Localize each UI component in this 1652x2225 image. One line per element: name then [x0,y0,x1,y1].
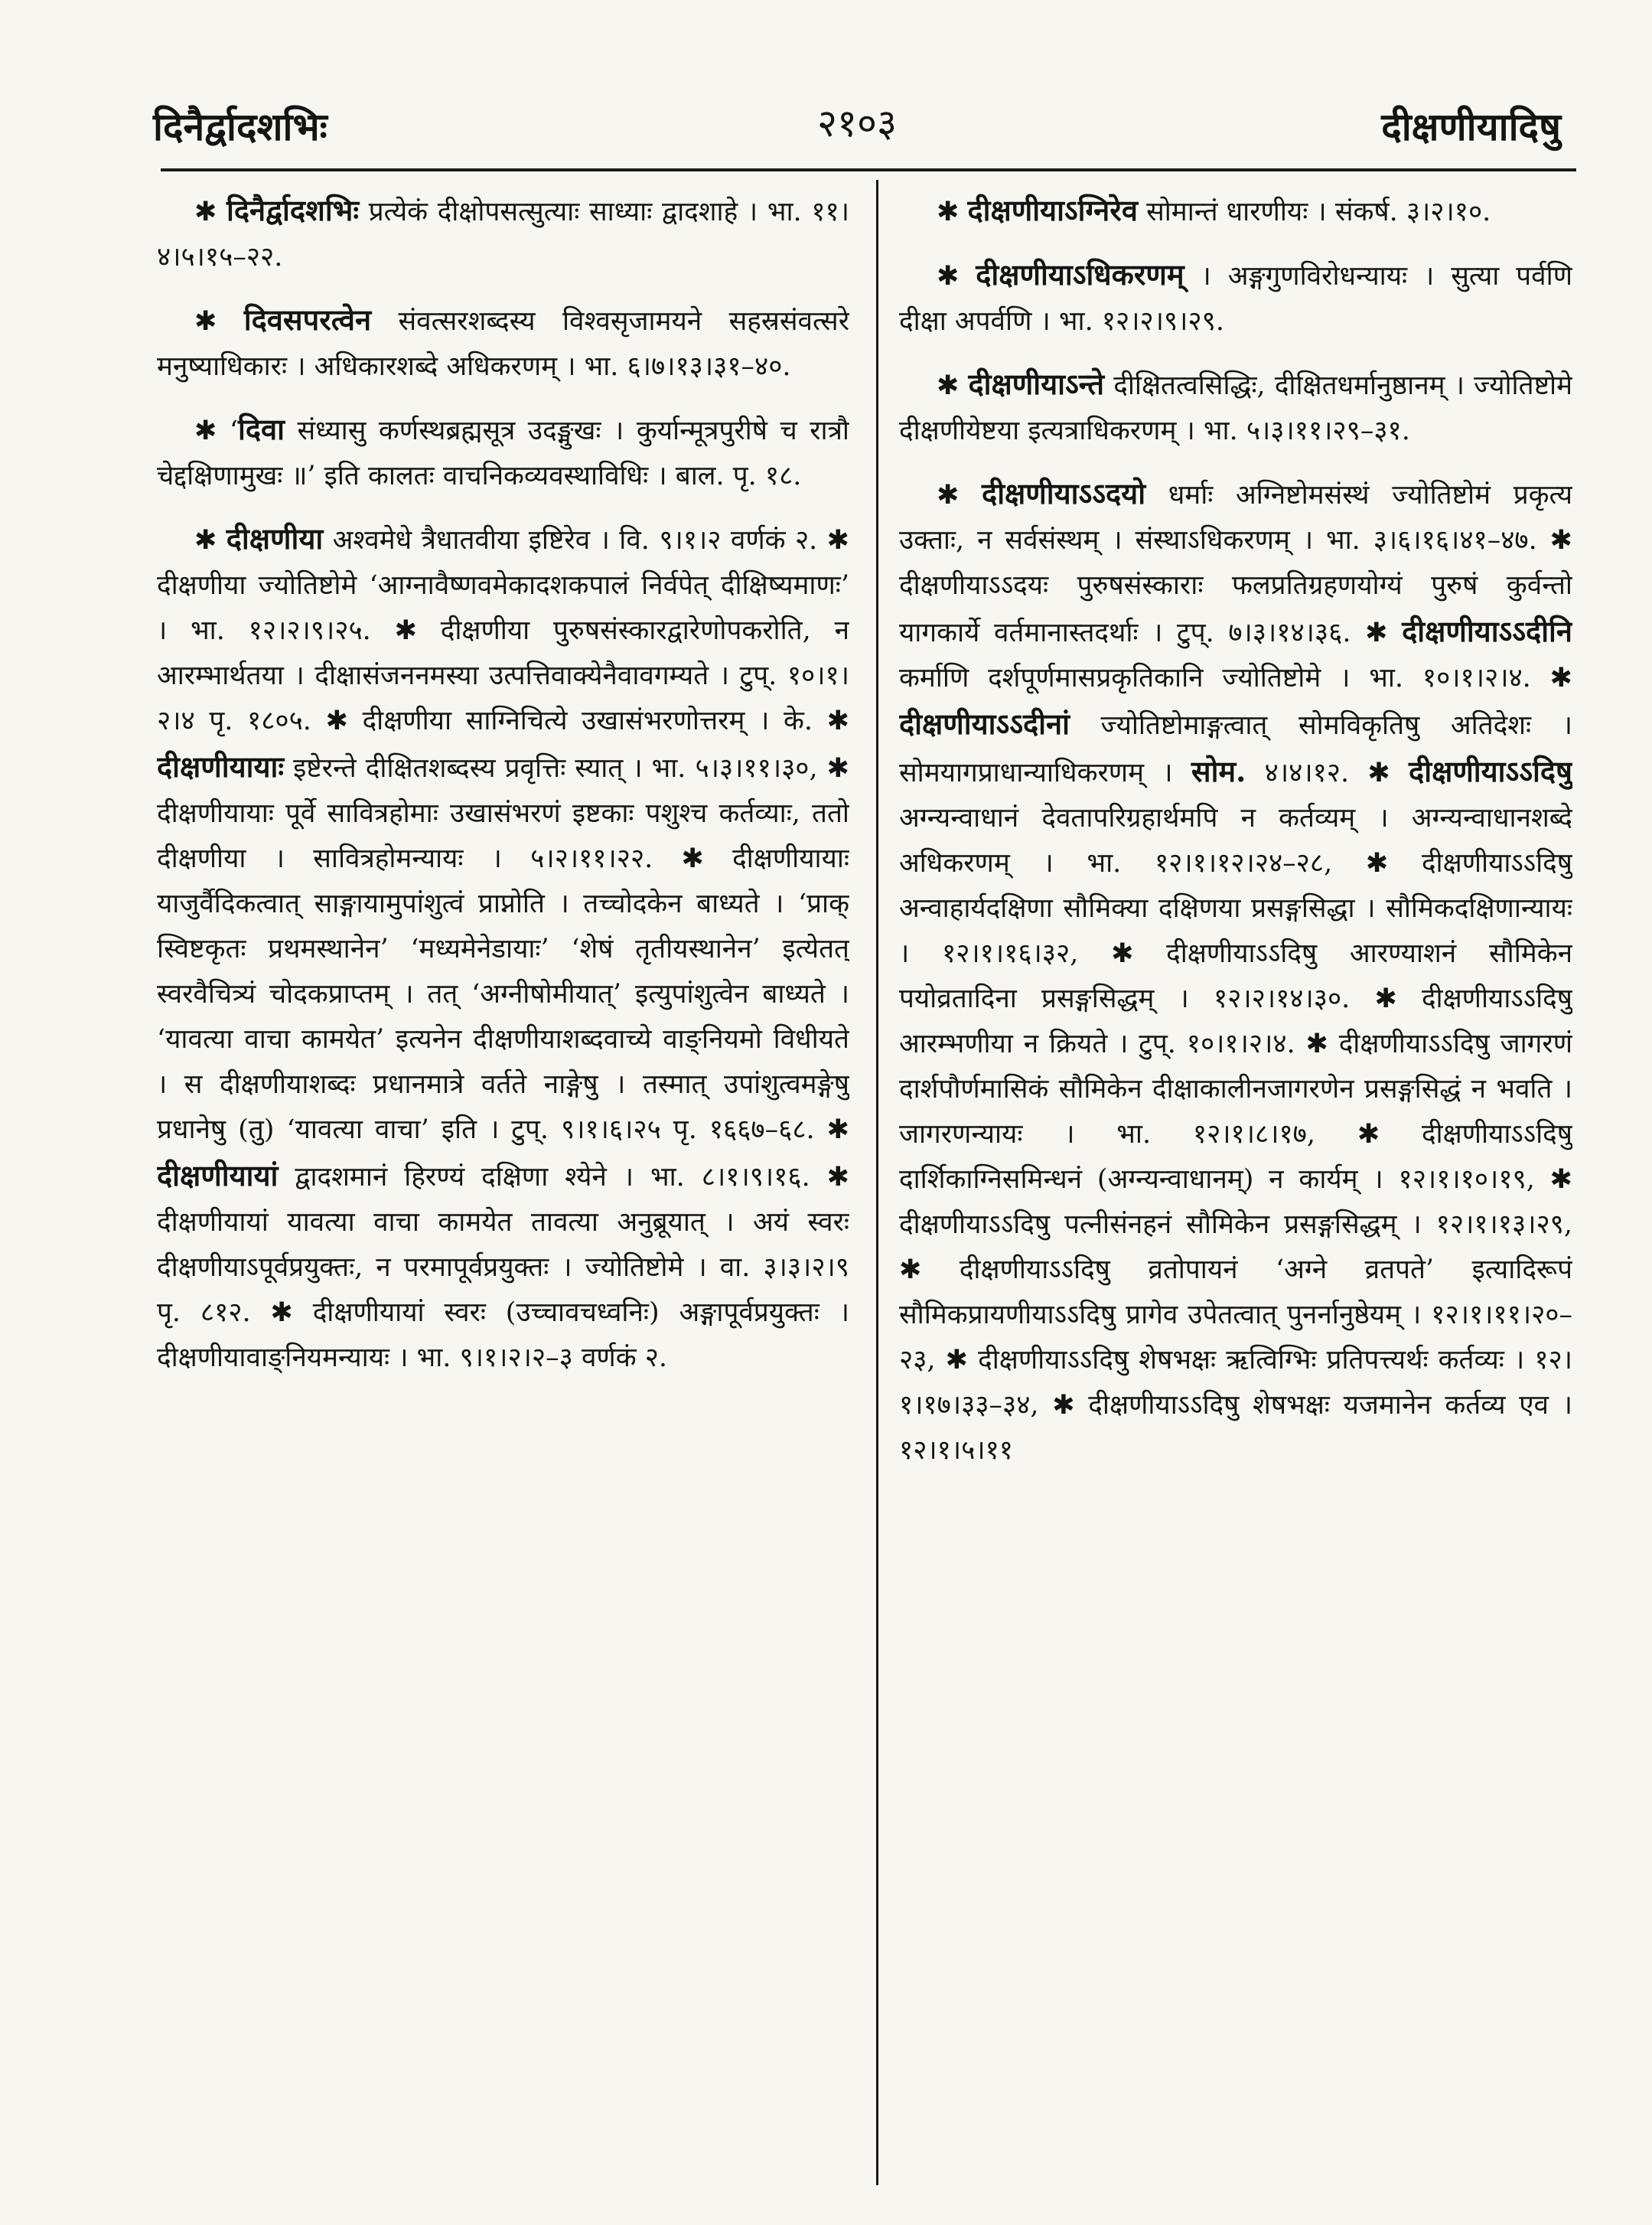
entry-text: संध्यासु कर्णस्थब्रह्मसूत्र उदङ्मुखः । कुर्यान्मूत्रपुरीषे च रात्रौ चेद्दक्षिणामुखः ॥’ इति कालतः वाचनिकव्यवस्थाविधिः । बाल. पृ. १८. [157,416,849,491]
headword: दीक्षणीयायाः [157,749,285,784]
dictionary-entry [157,297,849,390]
headword: दीक्षणीयाऽन्ते [968,367,1105,401]
dictionary-entry [899,252,1572,344]
headword: सोम. [1191,754,1246,788]
headword: दीक्षणीयाऽऽदीनां [899,706,1070,741]
headword: दिनैर्द्वादशभिः [226,193,360,227]
entry-text: ✱ [937,197,968,227]
entry-text: ✱ [194,525,226,556]
column-divider [876,180,878,2185]
entry-text: कर्माणि दर्शपूर्णमासप्रकृतिकानि ज्योतिष्टोमे । भा. १०।१।२।४. ✱ [899,663,1572,693]
entry-text: ✱ [194,197,227,227]
entry-text: इष्टेरन्ते दीक्षितशब्दस्य प्रवृत्तिः स्यात् । भा. ५।३।११।३०, ✱ दीक्षणीयायाः पूर्वे सावित्रहोमाः उखासंभरणं इष्टकाः पशुश्च कर्तव्याः, ततो दीक्षणीया । सावित्रहोमन्यायः । ५।२।११।२२. ✱ दीक्षणीयायाः याजुर्वैदिकत्वात् साङ्गायामुपांशुत्वं प्राप्नोति । तच्चोदकेन बाध्यते । ‘प्राक् स्विष्टकृतः प्रथमस्थानेन’ ‘मध्यमेनेडायाः’ ‘शेषं तृतीयस्थानेन’ इत्येतत् स्वरवैचित्र्यं चोदकप्राप्तम् । तत् ‘अग्नीषोमीयात्’ इत्युपांशुत्वेन बाध्यते । ‘यावत्या वाचा कामयेत’ इत्यनेन दीक्षणीयाशब्दवाच्ये वाङ्नियमो विधीयते । स दीक्षणीयाशब्दः प्रधानमात्रे वर्तते नाङ्गेषु । तस्मात् उपांशुत्वमङ्गेषु प्रधानेषु (तु) ‘यावत्या वाचा’ इति । टुप्. ९।१।६।२५ पृ. १६६७–६८. ✱ [157,753,849,1145]
entry-text: सोमान्तं धारणीयः । संकर्ष. ३।२।१०. [1137,197,1491,227]
headword: दीक्षणीयाऽधिकरणम् [976,257,1184,292]
entry-text: ज्योतिष्टोमाङ्गत्वात् सोमविकृतिषु अतिदेशः । सोमयागप्राधान्याधिकरणम् । [899,710,1572,788]
entry-text: दीक्षितत्वसिद्धिः, दीक्षितधर्मानुष्ठानम् । ज्योतिष्टोमे दीक्षणीयेष्टया इत्यत्राधिकरणम् । भा. ५।३।११।२९–३१. [899,370,1572,446]
headword: दिवा [237,412,285,446]
dictionary-entry [899,188,1572,235]
dictionary-entry [157,188,849,280]
headword: दीक्षणीया [226,521,324,556]
entry-text: द्वादशमानं हिरण्यं दक्षिणा श्येने । भा. ८।१।९।१६. ✱ दीक्षणीयायां यावत्या वाचा कामयेत तावत्या अनुब्रूयात् । अयं स्वरः दीक्षणीयाऽपूर्वप्रयुक्तः, न परमापूर्वप्रयुक्तः । ज्योतिष्टोमे । वा. ३।३।२।९ पृ. ८१२. ✱ दीक्षणीयायां स्वरः (उच्चावचध्वनिः) अङ्गापूर्वप्रयुक्तः । दीक्षणीयावाङ्नियमन्यायः । भा. ९।१।२।२–३ वर्णकं २. [157,1162,849,1373]
headword: दीक्षणीयाऽऽदयो [982,476,1146,511]
entry-text: ✱ ‘ [194,416,238,446]
header-rule [161,168,1576,171]
dictionary-entry [899,471,1572,1473]
dictionary-entry [899,361,1572,454]
entry-text: ✱ [194,306,244,337]
entry-text: ४।४।१२. ✱ [1246,758,1409,788]
page-header [153,77,1561,161]
dictionary-entry [157,516,849,1381]
dictionary-entry [157,406,849,499]
entry-text: प्रत्येकं दीक्षोपसत्सुत्याः साध्याः द्वादशाहे । भा. ११।४।५।१५–२२. [157,197,849,272]
headword: दिवसपरत्वेन [243,302,372,337]
left-column [157,188,849,2193]
running-head-right: दीक्षणीयादिषु [1381,104,1561,149]
headword: दीक्षणीयाऽऽदीनि [1402,614,1572,648]
entry-text: संवत्सरशब्दस्य विश्वसृजामयने सहस्रसंवत्सरे मनुष्याधिकारः । अधिकारशब्दे अधिकरणम् । भा. ६।७।१३।३१–४०. [157,306,849,382]
entry-text: । अङ्गगुणविरोधन्यायः । सुत्या पर्वणि दीक्षा अपर्वणि । भा. १२।२।९।२९. [899,261,1572,337]
running-head-left: दिनैर्द्वादशभिः [153,104,327,149]
entry-text: अग्न्यन्वाधानं देवतापरिग्रहार्थमपि न कर्तव्यम् । अग्न्यन्वाधानशब्दे अधिकरणम् । भा. १२।१।१२।२४–२८, ✱ दीक्षणीयाऽऽदिषु अन्वाहार्यदक्षिणा सौमिक्या दक्षिणया प्रसङ्गसिद्धा । सौमिकदक्षिणान्यायः । १२।१।१६।३२, ✱ दीक्षणीयाऽऽदिषु आरण्याशनं सौमिकेन पयोव्रतादिना प्रसङ्गसिद्धम् । १२।२।१४।३०. ✱ दीक्षणीयाऽऽदिषु आरम्भणीया न क्रियते । टुप्. १०।१।२।४. ✱ दीक्षणीयाऽऽदिषु जागरणं दार्शपौर्णमासिकं सौमिकेन दीक्षाकालीनजागरणेन प्रसङ्गसिद्धं न भवति । जागरणन्यायः । भा. १२।१।८।१७, ✱ दीक्षणीयाऽऽदिषु दार्शिकाग्निसमिन्धनं (अग्न्यन्वाधानम्) न कार्यम् । १२।१।१०।१९, ✱ दीक्षणीयाऽऽदिषु पत्नीसंनहनं सौमिकेन प्रसङ्गसिद्धम् । १२।१।१३।२९, ✱ दीक्षणीयाऽऽदिषु व्रतोपायनं ‘अग्ने व्रतपते’ इत्यादिरूपं सौमिकप्रायणीयाऽऽदिषु प्रागेव उपेतत्वात् पुनर्नानुष्ठेयम् । १२।१।११।२०–२३, ✱ दीक्षणीयाऽऽदिषु शेषभक्षः ऋत्विग्भिः प्रतिपत्त्यर्थः कर्तव्यः । १२।१।१७।३३–३४, ✱ दीक्षणीयाऽऽदिषु शेषभक्षः यजमानेन कर्तव्य एव । १२।१।५।११ [899,803,1572,1466]
headword: दीक्षणीयाऽऽदिषु [1409,754,1572,788]
entry-text: ✱ [937,480,982,511]
page-number: २१०३ [817,101,897,145]
entry-text: ✱ [937,261,976,292]
entry-text: धर्माः अग्निष्टोमसंस्थं ज्योतिष्टोमं प्रकृत्य उक्ताः, न सर्वसंस्थम् । संस्थाऽधिकरणम् । भा. ३।६।१६।४१–४७. ✱ दीक्षणीयाऽऽदयः पुरुषसंस्काराः फलप्रतिग्रहणयोग्यं पुरुषं कुर्वन्तो यागकार्ये वर्तमानास्तदर्थाः । टुप्. ७।३।१४।३६. ✱ [899,480,1572,648]
right-column [899,188,1572,2193]
entry-text: अश्वमेधे त्रैधातवीया इष्टिरेव । वि. ९।१।२ वर्णकं २. ✱ दीक्षणीया ज्योतिष्टोमे ‘आग्नावैष्णवमेकादशकपालं निर्वपेत् दीक्षिष्यमाणः’ । भा. १२।२।९।२५. ✱ दीक्षणीया पुरुषसंस्कारद्वारेणोपकरोति, न आरम्भार्थतया । दीक्षासंजननमस्या उत्पत्तिवाक्येनैवावगम्यते । टुप्. १०।१।२।४ पृ. १८०५. ✱ दीक्षणीया साग्निचित्ये उखासंभरणोत्तरम् । के. ✱ [157,525,849,736]
entry-text: ✱ [937,370,969,401]
headword: दीक्षणीयाऽग्निरेव [967,193,1138,227]
headword: दीक्षणीयायां [157,1158,279,1192]
